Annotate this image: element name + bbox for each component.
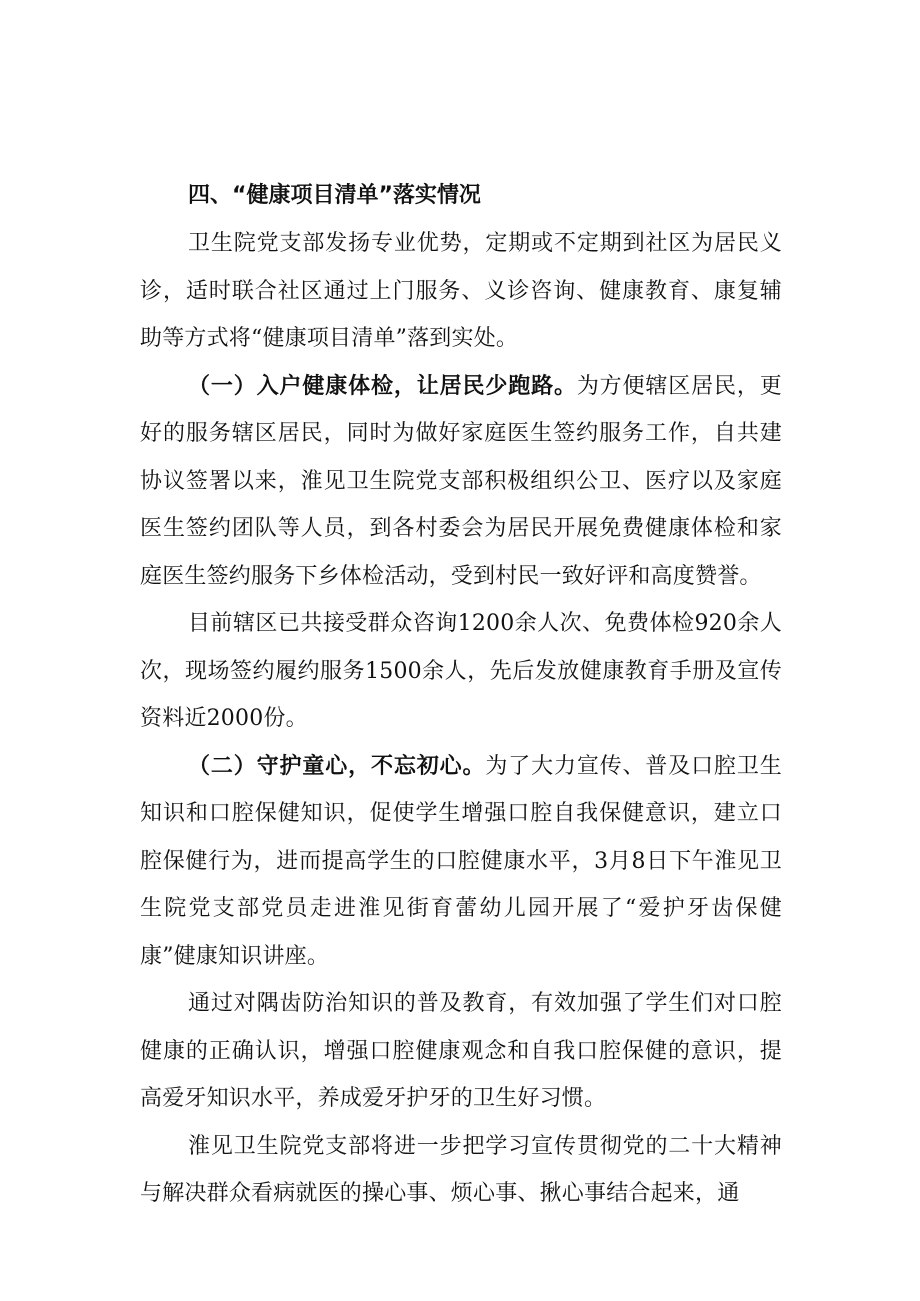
paragraph-next-steps [140,1123,782,1218]
paragraph-text: 目前辖区已共接受群众咨询1200余人次、免费体检920余人次，现场签约履约服务1500余人，先后发放健康教育手册及宣传资料近2000份。 [140,611,782,731]
paragraph-intro [140,220,782,363]
paragraph-text: 通过对隅齿防治知识的普及教育，有效加强了学生们对口腔健康的正确认识，增强口腔健康观念和自我口腔保健的意识，提高爱牙知识水平，养成爱牙护牙的卫生好习惯。 [140,991,782,1111]
paragraph-text: 为方便辖区居民，更好的服务辖区居民，同时为做好家庭医生签约服务工作，自共建协议签署以来，淮见卫生院党支部积极组织公卫、医疗以及家庭医生签约团队等人员，到各村委会为居民开展免费健康体检和家庭医生签约服务下乡体检活动，受到村民一致好评和高度赞誉。 [140,373,782,589]
paragraph-text: 为了大力宣传、普及口腔卫生知识和口腔保健知识，促使学生增强口腔自我保健意识，建立口腔保健行为，进而提高学生的口腔健康水平，3月8日下午淮见卫生院党支部党员走进淮见街育蕾幼儿园开展了“爱护牙齿保健康”健康知识讲座。 [140,753,782,969]
paragraph-oral-health [140,743,782,981]
section-heading: 四、“健康项目清单”落实情况 [188,183,481,208]
paragraph-text: 卫生院党支部发扬专业优势，定期或不定期到社区为居民义诊，适时联合社区通过上门服务、义诊咨询、健康教育、康复辅助等方式将“健康项目清单”落到实处。 [140,231,782,351]
paragraph-text: 淮见卫生院党支部将进一步把学习宣传贯彻党的二十大精神与解决群众看病就医的操心事、烦心事、揪心事结合起来，通 [140,1133,782,1206]
subsection-lead: （二）守护童心，不忘初心。 [188,753,486,779]
document-body [140,172,782,1218]
subsection-lead: （一）入户健康体检，让居民少跑路。 [188,373,577,399]
paragraph-statistics [140,600,782,743]
paragraph-health-checkup [140,363,782,601]
paragraph-education-effect [140,980,782,1123]
